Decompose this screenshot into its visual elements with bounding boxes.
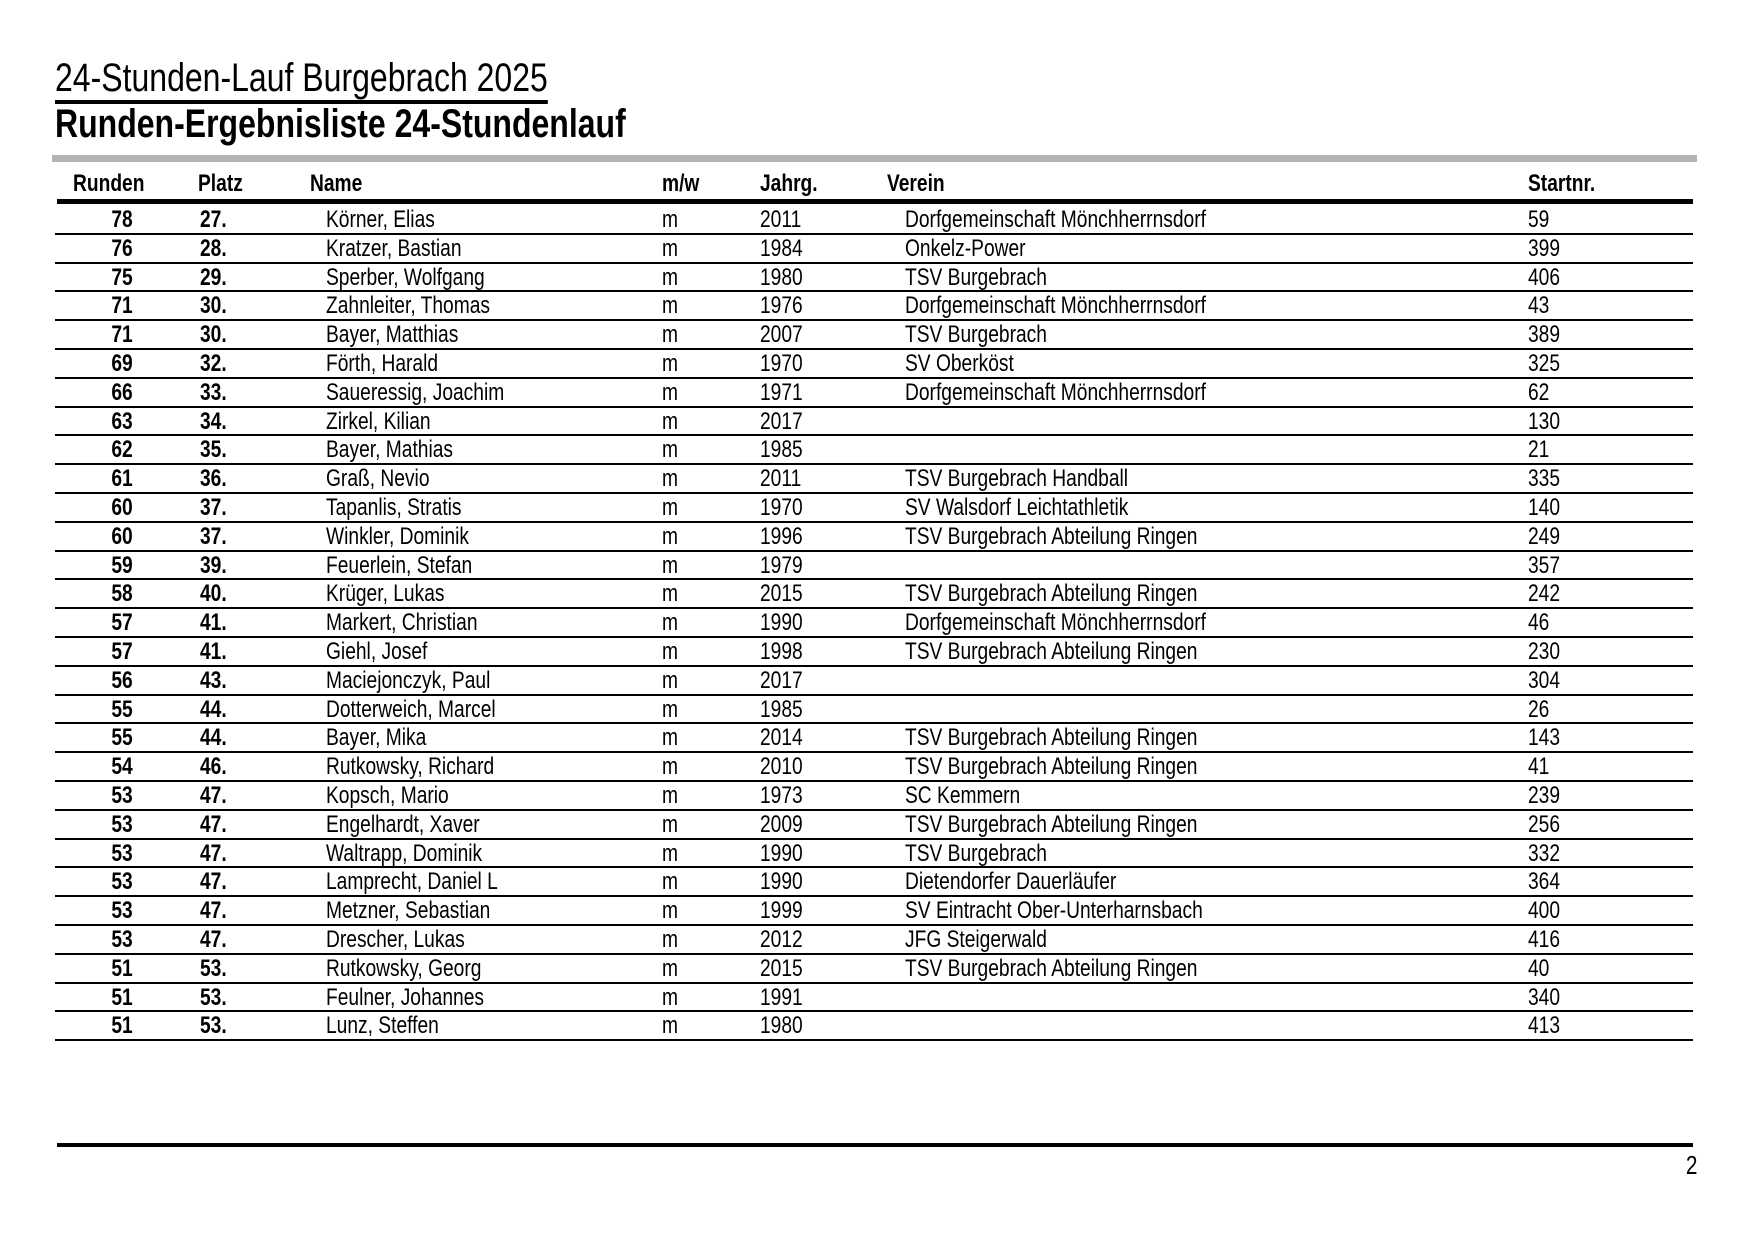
cell-runden: 53 [111,781,133,809]
cell-platz: 53. [200,954,227,982]
cell-runden: 53 [111,868,133,896]
cell-platz: 53. [200,1012,227,1040]
cell-mw: m [662,551,678,579]
table-row [55,638,1693,667]
cell-startnr: 21 [1528,436,1550,464]
col-header-runden: Runden [73,170,145,197]
cell-runden: 55 [111,724,133,752]
table-row [55,494,1693,523]
cell-runden: 53 [111,925,133,953]
cell-jahrg: 2017 [760,407,803,435]
cell-platz: 40. [200,580,227,608]
cell-platz: 28. [200,234,227,262]
cell-verein: JFG Steigerwald [905,925,1047,953]
cell-runden: 53 [111,897,133,925]
cell-platz: 47. [200,839,227,867]
cell-jahrg: 1985 [760,436,803,464]
cell-verein: TSV Burgebrach Abteilung Ringen [905,954,1198,982]
table-row [55,1012,1693,1041]
cell-jahrg: 2007 [760,321,803,349]
cell-verein: TSV Burgebrach Handball [905,465,1129,493]
cell-runden: 75 [111,263,133,291]
cell-mw: m [662,781,678,809]
cell-startnr: 406 [1528,263,1561,291]
cell-mw: m [662,897,678,925]
cell-jahrg: 1991 [760,983,803,1011]
cell-name: Winkler, Dominik [326,522,469,550]
cell-verein: TSV Burgebrach Abteilung Ringen [905,580,1198,608]
cell-platz: 29. [200,263,227,291]
table-row [55,580,1693,609]
table-row [55,753,1693,782]
cell-verein: Dorfgemeinschaft Mönchherrnsdorf [905,206,1206,233]
cell-name: Feuerlein, Stefan [326,551,473,579]
cell-name: Lunz, Steffen [326,1012,439,1040]
cell-runden: 60 [111,522,133,550]
cell-mw: m [662,407,678,435]
cell-platz: 30. [200,292,227,320]
cell-mw: m [662,925,678,953]
cell-runden: 71 [111,321,133,349]
cell-platz: 27. [200,206,227,233]
cell-platz: 46. [200,753,227,781]
cell-startnr: 230 [1528,637,1561,665]
cell-verein: Dorfgemeinschaft Mönchherrnsdorf [905,292,1206,320]
table-row [55,955,1693,984]
cell-jahrg: 2015 [760,580,803,608]
table-row [55,840,1693,869]
table-row [55,609,1693,638]
cell-startnr: 130 [1528,407,1561,435]
cell-runden: 53 [111,810,133,838]
cell-platz: 41. [200,637,227,665]
cell-startnr: 416 [1528,925,1561,953]
cell-runden: 61 [111,465,133,493]
cell-startnr: 242 [1528,580,1561,608]
cell-verein: Dorfgemeinschaft Mönchherrnsdorf [905,609,1206,637]
cell-startnr: 256 [1528,810,1561,838]
cell-name: Förth, Harald [326,349,439,377]
page-number: 2 [1685,1150,1697,1180]
cell-mw: m [662,637,678,665]
table-row [55,868,1693,897]
cell-verein: TSV Burgebrach Abteilung Ringen [905,522,1198,550]
cell-startnr: 364 [1528,868,1561,896]
cell-mw: m [662,753,678,781]
cell-jahrg: 1990 [760,839,803,867]
cell-jahrg: 2011 [760,206,802,233]
table-row [55,264,1693,293]
cell-startnr: 335 [1528,465,1561,493]
cell-startnr: 400 [1528,897,1561,925]
cell-platz: 47. [200,897,227,925]
cell-verein: Onkelz-Power [905,234,1026,262]
cell-jahrg: 1973 [760,781,803,809]
cell-mw: m [662,321,678,349]
cell-name: Zirkel, Kilian [326,407,431,435]
table-row [55,321,1693,350]
cell-platz: 34. [200,407,227,435]
cell-name: Bayer, Mika [326,724,427,752]
table-row [55,926,1693,955]
cell-platz: 33. [200,378,227,406]
cell-mw: m [662,954,678,982]
cell-startnr: 249 [1528,522,1561,550]
event-title: 24-Stunden-Lauf Burgebrach 2025 [55,56,548,100]
cell-verein: SC Kemmern [905,781,1021,809]
cell-name: Maciejonczyk, Paul [326,666,491,694]
cell-jahrg: 1970 [760,493,803,521]
cell-platz: 44. [200,724,227,752]
cell-mw: m [662,1012,678,1040]
cell-platz: 53. [200,983,227,1011]
cell-verein: TSV Burgebrach Abteilung Ringen [905,724,1198,752]
cell-startnr: 26 [1528,695,1550,723]
cell-mw: m [662,724,678,752]
cell-name: Rutkowsky, Georg [326,954,482,982]
cell-verein: SV Walsdorf Leichtathletik [905,493,1129,521]
cell-runden: 62 [111,436,133,464]
cell-verein: Dietendorfer Dauerläufer [905,868,1117,896]
cell-jahrg: 2014 [760,724,803,752]
cell-startnr: 357 [1528,551,1561,579]
cell-name: Zahnleiter, Thomas [326,292,490,320]
cell-platz: 47. [200,781,227,809]
col-header-verein: Verein [887,170,945,197]
cell-startnr: 239 [1528,781,1561,809]
cell-runden: 59 [111,551,133,579]
cell-mw: m [662,234,678,262]
cell-mw: m [662,983,678,1011]
cell-runden: 66 [111,378,133,406]
cell-mw: m [662,609,678,637]
cell-startnr: 332 [1528,839,1561,867]
cell-startnr: 413 [1528,1012,1561,1040]
cell-startnr: 62 [1528,378,1550,406]
cell-jahrg: 2010 [760,753,803,781]
cell-platz: 44. [200,695,227,723]
cell-runden: 69 [111,349,133,377]
cell-name: Markert, Christian [326,609,478,637]
table-row [55,408,1693,437]
cell-startnr: 340 [1528,983,1561,1011]
cell-name: Körner, Elias [326,206,435,233]
cell-verein: TSV Burgebrach Abteilung Ringen [905,810,1198,838]
cell-startnr: 389 [1528,321,1561,349]
cell-name: Kopsch, Mario [326,781,449,809]
cell-platz: 37. [200,493,227,521]
cell-startnr: 41 [1528,753,1550,781]
cell-name: Bayer, Mathias [326,436,453,464]
cell-name: Krüger, Lukas [326,580,445,608]
header-divider-bar [52,155,1697,162]
cell-jahrg: 2011 [760,465,802,493]
cell-startnr: 43 [1528,292,1550,320]
cell-platz: 37. [200,522,227,550]
table-row [55,350,1693,379]
cell-platz: 36. [200,465,227,493]
cell-name: Graß, Nevio [326,465,430,493]
cell-runden: 55 [111,695,133,723]
table-header-row [55,171,1693,197]
cell-verein: TSV Burgebrach Abteilung Ringen [905,637,1198,665]
table-row [55,206,1693,235]
cell-mw: m [662,868,678,896]
cell-jahrg: 1976 [760,292,803,320]
cell-jahrg: 1970 [760,349,803,377]
col-header-platz: Platz [198,170,243,197]
col-header-name: Name [310,170,363,197]
cell-runden: 51 [111,954,133,982]
cell-runden: 53 [111,839,133,867]
table-row [55,552,1693,581]
cell-mw: m [662,206,678,233]
cell-platz: 35. [200,436,227,464]
cell-mw: m [662,378,678,406]
cell-runden: 51 [111,1012,133,1040]
cell-startnr: 59 [1528,206,1550,233]
cell-jahrg: 1984 [760,234,803,262]
table-row [55,523,1693,552]
cell-name: Kratzer, Bastian [326,234,462,262]
cell-startnr: 40 [1528,954,1550,982]
cell-runden: 58 [111,580,133,608]
cell-runden: 78 [111,206,133,233]
cell-mw: m [662,465,678,493]
cell-verein: TSV Burgebrach [905,321,1047,349]
results-table-body [55,206,1693,1041]
page-title: Runden-Ergebnisliste 24-Stundenlauf [55,102,626,146]
cell-startnr: 46 [1528,609,1550,637]
cell-platz: 43. [200,666,227,694]
cell-name: Sperber, Wolfgang [326,263,485,291]
cell-verein: SV Oberköst [905,349,1014,377]
cell-mw: m [662,263,678,291]
table-row [55,897,1693,926]
cell-startnr: 140 [1528,493,1561,521]
table-row [55,696,1693,725]
cell-name: Rutkowsky, Richard [326,753,495,781]
table-header-rule [57,199,1693,204]
col-header-jahrg: Jahrg. [760,170,818,197]
cell-name: Engelhardt, Xaver [326,810,480,838]
cell-jahrg: 1990 [760,609,803,637]
cell-runden: 54 [111,753,133,781]
cell-platz: 39. [200,551,227,579]
table-row [55,782,1693,811]
col-header-startnr: Startnr. [1528,170,1596,197]
cell-runden: 51 [111,983,133,1011]
table-row [55,235,1693,264]
table-row [55,379,1693,408]
cell-mw: m [662,493,678,521]
cell-runden: 71 [111,292,133,320]
cell-jahrg: 2012 [760,925,803,953]
cell-runden: 56 [111,666,133,694]
cell-jahrg: 1971 [760,378,803,406]
cell-verein: SV Eintracht Ober-Unterharnsbach [905,897,1203,925]
table-row [55,811,1693,840]
cell-platz: 47. [200,925,227,953]
cell-name: Lamprecht, Daniel L [326,868,498,896]
cell-jahrg: 1985 [760,695,803,723]
cell-name: Metzner, Sebastian [326,897,491,925]
cell-startnr: 143 [1528,724,1561,752]
cell-verein: TSV Burgebrach Abteilung Ringen [905,753,1198,781]
cell-name: Tapanlis, Stratis [326,493,462,521]
cell-jahrg: 1996 [760,522,803,550]
cell-mw: m [662,522,678,550]
cell-verein: TSV Burgebrach [905,839,1047,867]
cell-jahrg: 1999 [760,897,803,925]
cell-mw: m [662,839,678,867]
cell-verein: Dorfgemeinschaft Mönchherrnsdorf [905,378,1206,406]
cell-platz: 32. [200,349,227,377]
cell-platz: 30. [200,321,227,349]
table-row [55,667,1693,696]
cell-jahrg: 1998 [760,637,803,665]
cell-mw: m [662,349,678,377]
cell-runden: 63 [111,407,133,435]
cell-name: Feulner, Johannes [326,983,484,1011]
cell-verein: TSV Burgebrach [905,263,1047,291]
cell-startnr: 325 [1528,349,1561,377]
cell-jahrg: 2015 [760,954,803,982]
table-row [55,436,1693,465]
cell-platz: 47. [200,810,227,838]
cell-runden: 60 [111,493,133,521]
cell-name: Dotterweich, Marcel [326,695,496,723]
cell-name: Giehl, Josef [326,637,428,665]
cell-name: Saueressig, Joachim [326,378,505,406]
table-bottom-rule [57,1143,1693,1147]
cell-jahrg: 1979 [760,551,803,579]
table-row [55,984,1693,1013]
table-row [55,292,1693,321]
cell-platz: 41. [200,609,227,637]
cell-startnr: 399 [1528,234,1561,262]
cell-jahrg: 1990 [760,868,803,896]
cell-name: Waltrapp, Dominik [326,839,483,867]
col-header-mw: m/w [662,170,700,197]
cell-jahrg: 1980 [760,1012,803,1040]
cell-name: Drescher, Lukas [326,925,465,953]
cell-platz: 47. [200,868,227,896]
cell-runden: 76 [111,234,133,262]
cell-startnr: 304 [1528,666,1561,694]
cell-mw: m [662,436,678,464]
cell-jahrg: 1980 [760,263,803,291]
cell-mw: m [662,666,678,694]
cell-jahrg: 2009 [760,810,803,838]
table-row [55,724,1693,753]
cell-mw: m [662,292,678,320]
cell-runden: 57 [111,609,133,637]
cell-jahrg: 2017 [760,666,803,694]
cell-name: Bayer, Matthias [326,321,459,349]
cell-mw: m [662,810,678,838]
cell-mw: m [662,695,678,723]
cell-mw: m [662,580,678,608]
table-row [55,465,1693,494]
cell-runden: 57 [111,637,133,665]
